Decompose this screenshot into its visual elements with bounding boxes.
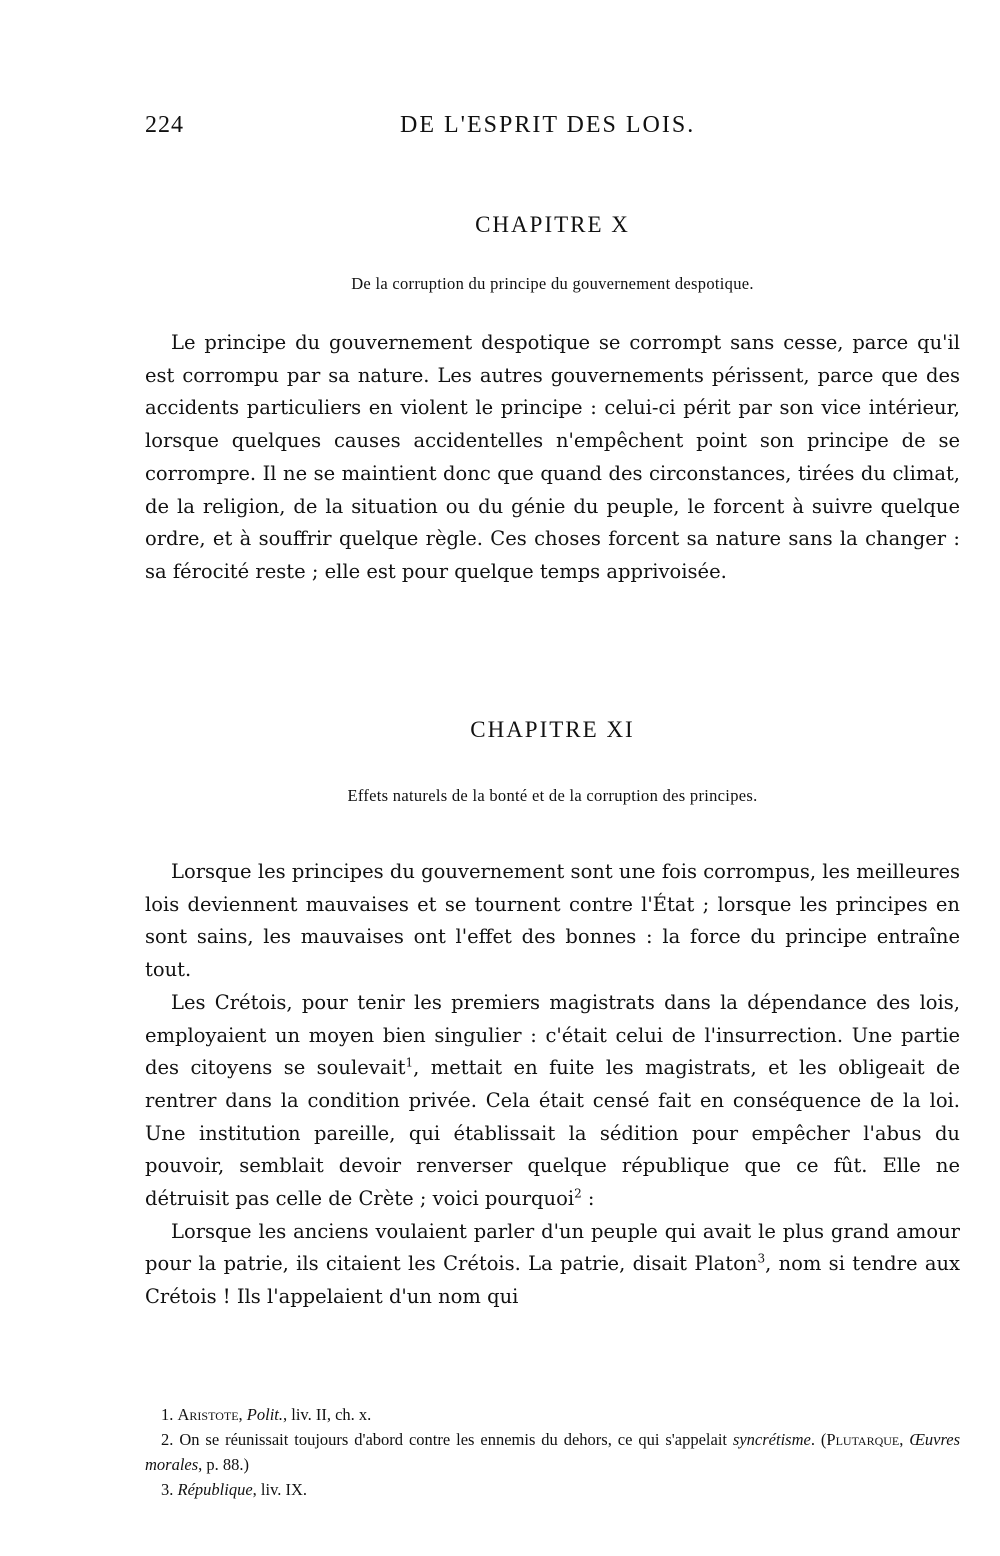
footnotes [145, 1402, 960, 1502]
chapter-xi-subtitle: Effets naturels de la bonté et de la corruption des principes. [347, 786, 758, 805]
footnote-1-rest: , liv. II, ch. x. [283, 1405, 372, 1424]
footnote-2-number: 2. [161, 1430, 174, 1449]
footnote-2 [145, 1427, 960, 1477]
chapter-xi-paragraph-1: Lorsque les principes du gouvernement sont une fois corrompus, les meilleures lois deviennent mauvaises et se tournent contre l'État ; lorsque les principes en sont sains, les mauvaises ont l'effet des bonnes : la force du principe entraîne tout. [145, 860, 960, 982]
chapter-x-subtitle: De la corruption du principe du gouvernement despotique. [351, 274, 754, 293]
footnote-ref-3[interactable]: 3 [757, 1251, 766, 1266]
chapter-x-title: CHAPITRE X [475, 212, 630, 237]
footnote-3-rest: , liv. IX. [252, 1480, 308, 1499]
running-title: DE L'ESPRIT DES LOIS. [400, 112, 696, 138]
p2-text-a: Les Crétois, pour tenir les premiers magistrats dans la dépendance des lois, employaient un moyen bien singulier : c'était celui de l'insurrection. Une partie des citoyens se soulevait [145, 990, 960, 1080]
chapter-xi-paragraph-3 [145, 1216, 960, 1314]
chapter-xi-title: CHAPITRE XI [470, 717, 635, 742]
chapter-xi-body [145, 856, 960, 1314]
page-number: 224 [145, 112, 184, 138]
footnote-1: 1. Aristote, Polit., liv. II, ch. x. [161, 1405, 372, 1424]
footnote-3-work: République [177, 1480, 253, 1499]
footnote-2-text: On se réunissait toujours d'abord contre les ennemis du dehors, ce qui s'appelait [179, 1430, 727, 1449]
p3-text-b: , nom si tendre aux Crétois ! Ils l'appelaient d'un nom qui [145, 1252, 960, 1309]
footnote-ref-2[interactable]: 2 [574, 1186, 582, 1201]
p2-text-b: , mettait en fuite les magistrats, et les obligeait de rentrer dans la condition privée. Cela était censé fait en conséquence de la loi. Une institution pareille, qui établissait la sédition pour empêcher l'abus du pouvoir, semblait devoir renverser quelque république que ce fût. Elle ne détruisit pas celle de Crète ; voici pourquoi [145, 1056, 960, 1211]
footnote-2-comma: , [899, 1430, 904, 1449]
chapter-xi-paragraph-2 [145, 987, 960, 1216]
footnote-3-number: 3. [161, 1480, 174, 1499]
footnote-ref-1[interactable]: 1 [405, 1055, 414, 1070]
footnote-2-rest: , p. 88.) [198, 1455, 250, 1474]
p2-text-c: : [581, 1187, 595, 1211]
footnote-1-author: Aristote [177, 1405, 239, 1424]
footnote-2-work: Œuvres morales [145, 1430, 961, 1474]
footnote-2-author: Plutarque [826, 1430, 900, 1449]
footnote-2-term: syncrétisme [732, 1430, 811, 1449]
chapter-x-paragraph: Le principe du gouvernement despotique se corrompt sans cesse, parce qu'il est corrompu par sa nature. Les autres gouvernements périssent, parce que des accidents particuliers en violent le principe : celui-ci périt par son vice intérieur, lorsque quelques causes accidentelles n'empêchent point son principe de se corrompre. Il ne se maintient donc que quand des circonstances, tirées du climat, de la religion, de la situation ou du génie du peuple, le forcent à suivre quelque ordre, et à souffrir quelque règle. Ces choses forcent sa nature sans la changer : sa férocité reste ; elle est pour quelque temps apprivoisée. [145, 331, 960, 583]
footnote-1-work: Polit. [246, 1405, 283, 1424]
running-head [145, 112, 960, 146]
footnote-3 [145, 1477, 960, 1502]
footnote-1-number: 1. [161, 1405, 174, 1424]
chapter-x-body [145, 327, 960, 589]
p3-text-a: Lorsque les anciens voulaient parler d'un peuple qui avait le plus grand amour pour la patrie, ils citaient les Crétois. La patrie, disait Platon [145, 1219, 960, 1276]
footnote-2-open: . ( [810, 1430, 827, 1449]
